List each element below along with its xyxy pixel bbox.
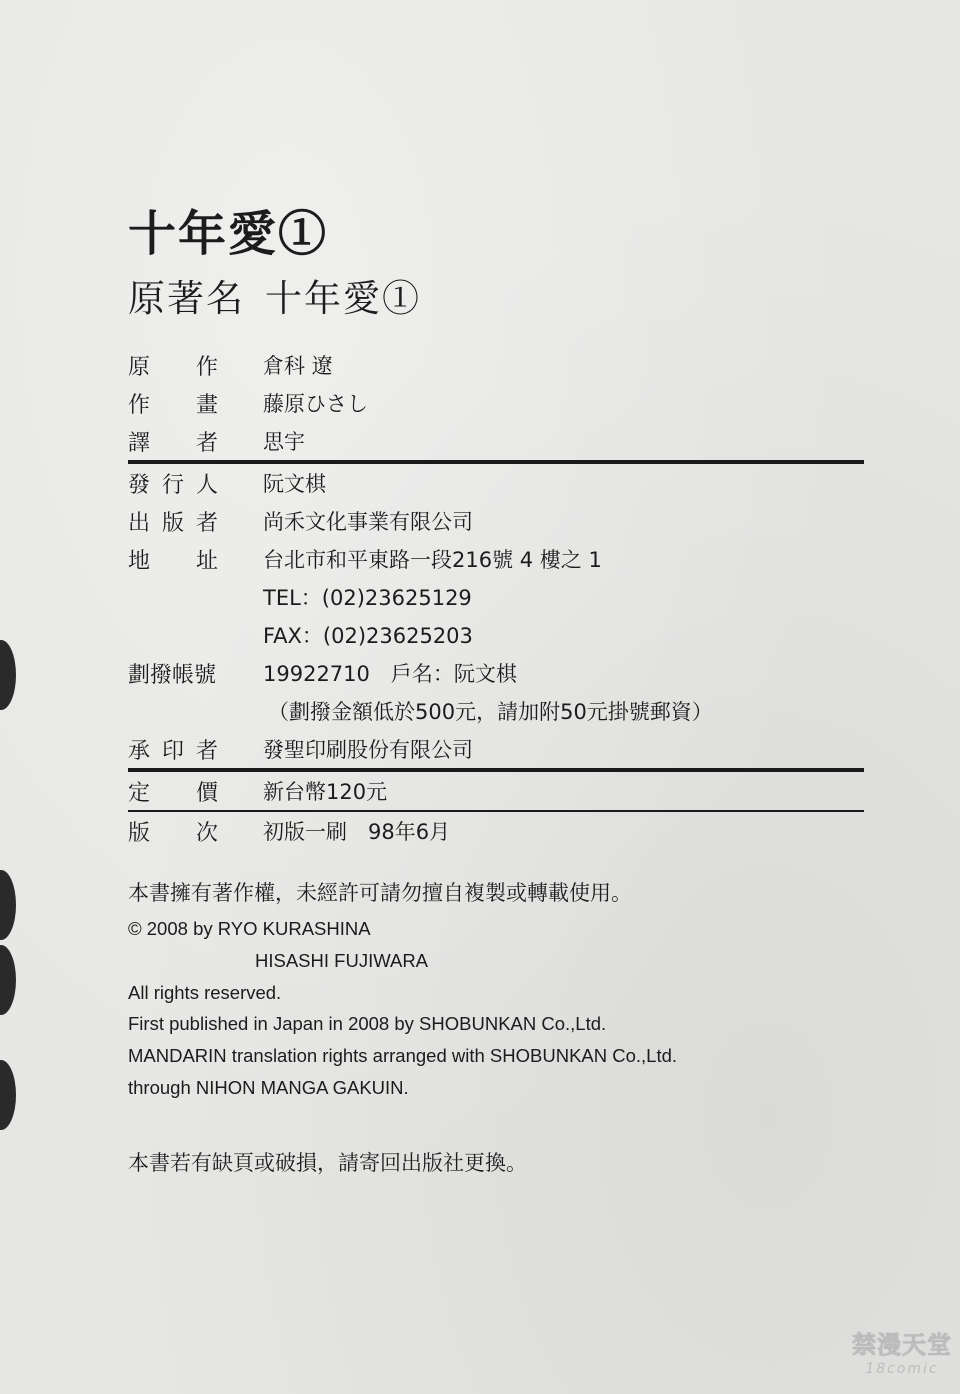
row-label: 地 址 — [128, 549, 218, 574]
address-value: 台北市和平東路一段216號 4 樓之 1 — [263, 548, 602, 572]
postal-account-value: 19922710 戶名：阮文棋 — [263, 662, 517, 686]
publisher-row-printer — [128, 730, 864, 768]
credit-row-artist — [128, 384, 864, 422]
publisher-row-postal-note — [128, 692, 864, 730]
copyright-notice: 本書擁有著作權，未經許可請勿擅自複製或轉載使用。 — [128, 881, 632, 905]
agency-line: through NIHON MANGA GAKUIN. — [128, 1077, 409, 1098]
row-label: 出 版 者 — [128, 511, 218, 536]
publisher-row-issuer — [128, 464, 864, 502]
row-label: 承 印 者 — [128, 739, 218, 764]
defect-notice: 本書若有缺頁或破損，請寄回出版社更換。 — [128, 1151, 527, 1175]
publisher-row-publisher — [128, 502, 864, 540]
publisher-row-postal-account — [128, 654, 864, 692]
edition-value: 初版一刷 98年6月 — [263, 820, 451, 844]
original-title-label: 原著名 — [128, 277, 245, 320]
issuer-value: 阮文棋 — [263, 472, 326, 496]
watermark-logo: 禁漫天堂 18comic — [852, 1331, 952, 1377]
first-published-line: First published in Japan in 2008 by SHOBUNKAN Co.,Ltd. — [128, 1013, 607, 1034]
row-label: 版 次 — [128, 821, 218, 846]
fax-value: FAX：(02)23625203 — [263, 624, 473, 648]
publisher-row-tel — [128, 578, 864, 616]
rights-line: All rights reserved. — [128, 982, 282, 1003]
edition-row — [128, 812, 864, 850]
row-label: 發 行 人 — [128, 473, 218, 498]
translation-rights-line: MANDARIN translation rights arranged with SHOBUNKAN Co.,Ltd. — [128, 1045, 678, 1066]
copyright-line: HISASHI FUJIWARA — [255, 950, 429, 971]
artist-value: 藤原ひさし — [263, 392, 368, 416]
row-label: 原 作 — [128, 355, 218, 380]
tel-value: TEL：(02)23625129 — [263, 586, 472, 610]
author-value: 倉科 遼 — [263, 354, 333, 378]
publisher-value: 尚禾文化事業有限公司 — [263, 510, 473, 534]
price-row — [128, 772, 864, 810]
book-title: 十年愛① — [128, 206, 329, 262]
row-label: 劃撥帳號 — [128, 663, 217, 688]
credit-row-author — [128, 346, 864, 384]
publisher-row-fax — [128, 616, 864, 654]
row-label: 譯 者 — [128, 431, 218, 456]
printer-value: 發聖印刷股份有限公司 — [263, 738, 473, 762]
publisher-row-address — [128, 540, 864, 578]
price-value: 新台幣120元 — [263, 780, 388, 804]
original-title — [128, 268, 421, 322]
credit-row-translator — [128, 422, 864, 460]
colophon-table — [128, 346, 864, 850]
postal-note-value: （劃撥金額低於500元，請加附50元掛號郵資） — [268, 700, 713, 724]
translator-value: 思宇 — [263, 430, 305, 454]
original-title-value: 十年愛① — [265, 277, 421, 320]
row-label: 作 畫 — [128, 393, 218, 418]
copyright-line: © 2008 by RYO KURASHINA — [128, 918, 371, 939]
row-label: 定 價 — [128, 781, 218, 806]
